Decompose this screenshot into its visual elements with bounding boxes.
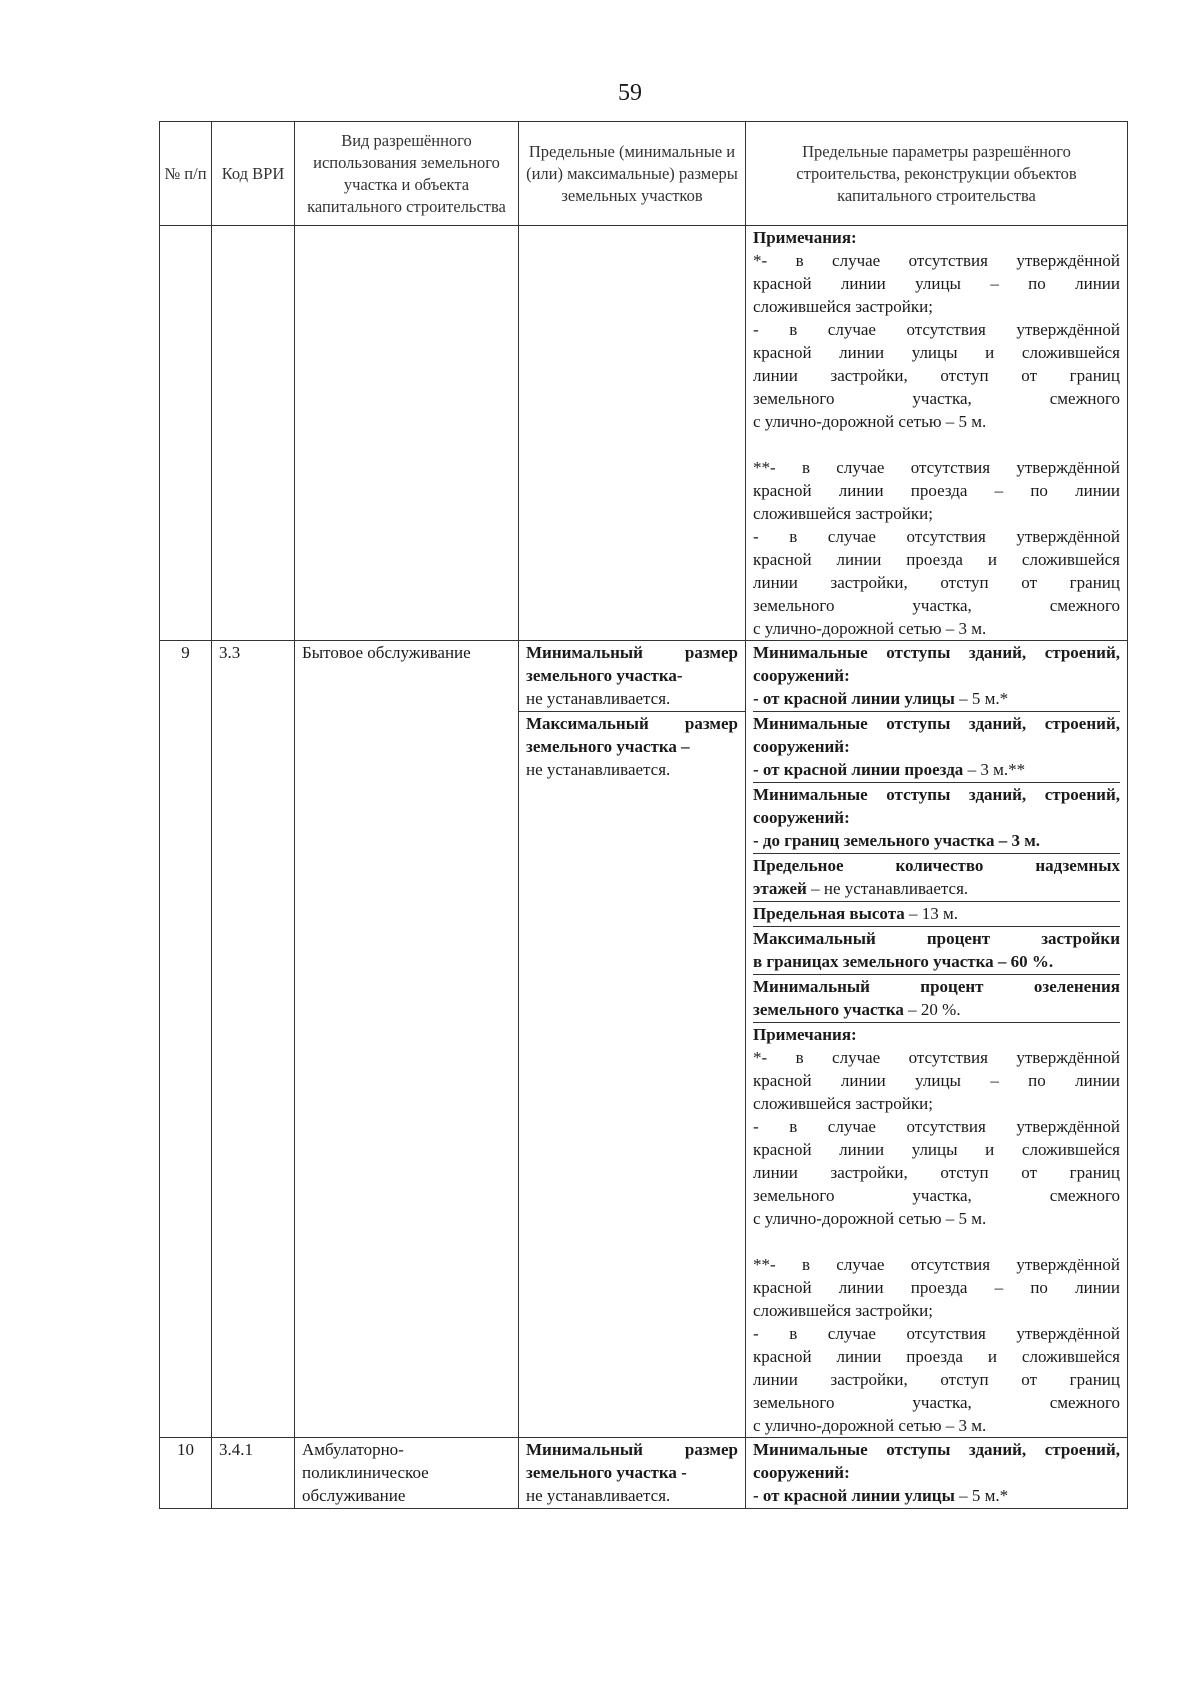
note-line: красной линии улицы и сложившейся xyxy=(753,343,1120,362)
cell-use-type: Амбулаторно-поликлиническое обслуживание xyxy=(295,1438,519,1509)
note-line: - в случае отсутствия утверждённой xyxy=(753,1324,1120,1343)
parameter-block xyxy=(753,926,1120,974)
param-label: Минимальные отступы зданий, строений, сооружений: xyxy=(753,714,1120,756)
notes-block xyxy=(753,1022,1120,1437)
regulations-table xyxy=(159,121,1128,1509)
cell-number: 9 xyxy=(160,641,212,1438)
cell-plot-size xyxy=(519,641,746,1438)
note-line: линии застройки, отступ от границ xyxy=(753,366,1120,385)
parameter-block xyxy=(753,853,1120,901)
note-line: с улично-дорожной сетью – 5 м. xyxy=(753,412,987,431)
note-line: красной линии улицы – по линии xyxy=(753,1071,1120,1090)
notes-cell xyxy=(746,226,1128,641)
parameters-cell xyxy=(746,641,1128,1438)
cell-number xyxy=(160,226,212,641)
note-line: красной линии проезда – по линии xyxy=(753,1278,1120,1297)
note-line: красной линии проезда и сложившейся xyxy=(753,550,1120,569)
param-label: Минимальный процент озеленения xyxy=(753,977,1120,996)
note-line: сложившейся застройки; xyxy=(753,504,933,523)
note-line: сложившейся застройки; xyxy=(753,1301,933,1320)
cell-code: 3.4.1 xyxy=(212,1438,295,1509)
table-row xyxy=(160,641,1128,1438)
header-code: Код ВРИ xyxy=(212,122,295,226)
note-line: линии застройки, отступ от границ xyxy=(753,573,1120,592)
param-value: – 20 %. xyxy=(903,1000,961,1019)
min-size-value: не устанавливается. xyxy=(526,689,671,708)
cell-plot-size xyxy=(519,1438,746,1509)
note-line: с улично-дорожной сетью – 3 м. xyxy=(753,1416,987,1435)
param-label: земельного участка xyxy=(753,1000,904,1019)
max-size-block xyxy=(519,711,745,781)
note-line: линии застройки, отступ от границ xyxy=(753,1163,1120,1182)
header-number: № п/п xyxy=(160,122,212,226)
cell-use-type: Бытовое обслуживание xyxy=(295,641,519,1438)
parameter-block xyxy=(753,711,1120,782)
param-value: – не устанавливается. xyxy=(806,879,969,898)
note-line: - в случае отсутствия утверждённой xyxy=(753,320,1120,339)
note-line: с улично-дорожной сетью – 3 м. xyxy=(753,619,987,638)
note-line: красной линии проезда – по линии xyxy=(753,481,1120,500)
param-label: - от красной линии улицы xyxy=(753,1486,955,1505)
header-parameters: Предельные параметры разрешённого строительства, реконструкции объектов капитального строительства xyxy=(746,122,1128,226)
table-header-row xyxy=(160,122,1128,226)
header-plot-size: Предельные (минимальные и (или) максимальные) размеры земельных участков xyxy=(519,122,746,226)
note-line: *- в случае отсутствия утверждённой xyxy=(753,1048,1120,1067)
note-line: *- в случае отсутствия утверждённой xyxy=(753,251,1120,270)
min-size-label: Минимальный размер земельного участка - xyxy=(526,1440,738,1482)
param-label: Предельное количество надземных xyxy=(753,856,1120,875)
max-size-label: Максимальный размер земельного участка – xyxy=(526,714,738,756)
note-line: линии застройки, отступ от границ xyxy=(753,1370,1120,1389)
notes-title: Примечания: xyxy=(753,1025,857,1044)
param-label: - до границ земельного участка – 3 м. xyxy=(753,831,1041,850)
note-line: сложившейся застройки; xyxy=(753,297,933,316)
param-label: - от красной линии проезда xyxy=(753,760,964,779)
note-line: земельного участка, смежного xyxy=(753,1186,1120,1205)
param-value: – 5 м.* xyxy=(954,689,1009,708)
parameter-block xyxy=(753,641,1120,711)
min-size-label: Минимальный размер земельного участка- xyxy=(526,643,738,685)
param-value: – 3 м.** xyxy=(963,760,1026,779)
note-line: земельного участка, смежного xyxy=(753,596,1120,615)
note-line: земельного участка, смежного xyxy=(753,389,1120,408)
min-size-value: не устанавливается. xyxy=(526,1486,671,1505)
notes-block xyxy=(753,226,1120,640)
notes-title: Примечания: xyxy=(753,228,857,247)
note-line: **- в случае отсутствия утверждённой xyxy=(753,1255,1120,1274)
note-line: сложившейся застройки; xyxy=(753,1094,933,1113)
cell-code xyxy=(212,226,295,641)
cell-number: 10 xyxy=(160,1438,212,1509)
note-line: - в случае отсутствия утверждённой xyxy=(753,527,1120,546)
table-row xyxy=(160,1438,1128,1509)
param-label: этажей xyxy=(753,879,807,898)
cell-code: 3.3 xyxy=(212,641,295,1438)
max-size-value: не устанавливается. xyxy=(526,760,671,779)
param-label: Минимальные отступы зданий, строений, сооружений: xyxy=(753,785,1120,827)
note-line: красной линии улицы – по линии xyxy=(753,274,1120,293)
param-value: – 5 м.* xyxy=(954,1486,1009,1505)
parameter-block xyxy=(753,901,1120,926)
param-label: Минимальные отступы зданий, строений, сооружений: xyxy=(753,1440,1120,1482)
parameter-block xyxy=(753,974,1120,1022)
table-row xyxy=(160,226,1128,641)
note-line: - в случае отсутствия утверждённой xyxy=(753,1117,1120,1136)
parameter-block xyxy=(753,782,1120,853)
param-label: в границах земельного участка – 60 %. xyxy=(753,952,1054,971)
cell-use-type xyxy=(295,226,519,641)
note-line: **- в случае отсутствия утверждённой xyxy=(753,458,1120,477)
parameters-cell xyxy=(746,1438,1128,1509)
note-line: земельного участка, смежного xyxy=(753,1393,1120,1412)
min-size-block xyxy=(519,641,745,711)
param-label: Минимальные отступы зданий, строений, сооружений: xyxy=(753,643,1120,685)
param-value: – 13 м. xyxy=(904,904,959,923)
param-label: - от красной линии улицы xyxy=(753,689,955,708)
min-size-block xyxy=(526,1438,738,1507)
page-number: 59 xyxy=(618,80,642,106)
param-label: Предельная высота xyxy=(753,904,905,923)
header-use-type: Вид разрешённого использования земельного участка и объекта капитального строительства xyxy=(295,122,519,226)
note-line: красной линии улицы и сложившейся xyxy=(753,1140,1120,1159)
param-label: Максимальный процент застройки xyxy=(753,929,1120,948)
cell-plot-size xyxy=(519,226,746,641)
note-line: красной линии проезда и сложившейся xyxy=(753,1347,1120,1366)
note-line: с улично-дорожной сетью – 5 м. xyxy=(753,1209,987,1228)
parameter-block xyxy=(753,1438,1120,1508)
